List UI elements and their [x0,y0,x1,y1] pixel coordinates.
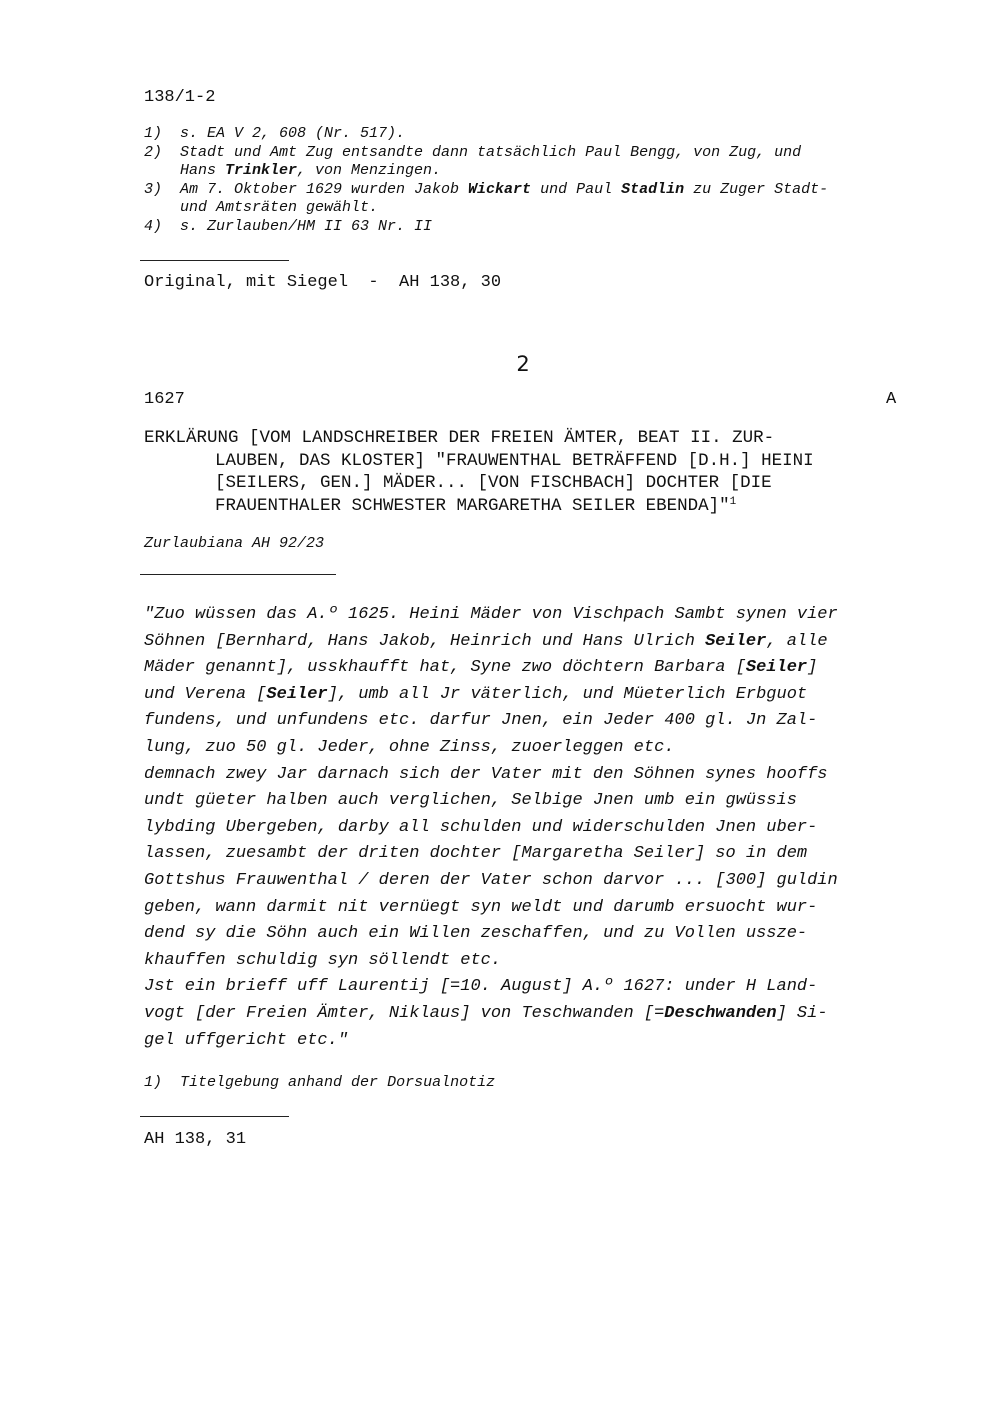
title-text: ERKLÄRUNG [VOM LANDSCHREIBER DER FREIEN ÄMTER, BEAT II. ZUR- [144,428,775,448]
document-letter: A [886,390,897,409]
text-run: lung, zuo 50 gl. Jeder, ohne Zinss, zuoerleggen etc. [144,737,675,757]
text-run: demnach zwey Jar darnach sich der Vater mit den Söhnen synes hooffs [144,764,828,784]
footnote-line [144,162,828,181]
text-run: Hans [180,162,226,179]
body-line [144,629,838,656]
title-line [144,450,814,473]
title-text: [SEILERS, GEN.] MÄDER... [VON FISCHBACH] DOCHTER [DIE [215,473,772,493]
text-run: vogt [der Freien Ämter, Niklaus] von Teschwanden [= [144,1003,665,1023]
text-run: "Zuo wüssen das A.º 1625. Heini Mäder von Vischpach Sambt synen vier [144,605,838,624]
body-line [144,655,838,682]
highlighted-name: Seiler [745,658,808,678]
text-run: Gottshus Frauwenthal / deren der Vater schon darvor ... [300] guldin [144,870,838,890]
body-line [144,948,838,975]
footnote-line [144,125,828,144]
body-line [144,1028,838,1055]
title-footnote-mark: 1 [729,495,737,508]
title-footnote [144,1074,495,1091]
body-line [144,895,838,922]
title-text: FRAUENTHALER SCHWESTER MARGARETHA SEILER EBENDA]" [215,495,730,516]
body-line [144,682,838,709]
previous-footnotes [144,125,828,236]
previous-source-note: Original, mit Siegel - AH 138, 30 [144,273,502,292]
body-line [144,788,838,815]
body-line [144,921,838,948]
footnote-text: Titelgebung anhand der Dorsualnotiz [180,1074,496,1091]
title-text: LAUBEN, DAS KLOSTER] "FRAUWENTHAL BETRÄFFEND [D.H.] HEINI [215,450,814,471]
document-number: 2 [516,352,530,376]
footnote-line [144,199,828,218]
footnote-line [144,144,828,163]
footnote-number: 1) [144,1074,163,1091]
text-run: s. EA V 2, 608 (Nr. 517). [180,125,406,142]
footnote-number: 3) [144,180,163,198]
highlighted-name: Seiler [705,631,767,651]
body-line [144,868,838,895]
text-run: s. Zurlauben/HM II 63 Nr. II [180,217,433,235]
body-line [144,708,838,735]
text-run: ] Si- [776,1003,828,1023]
footnote-number: 4) [144,217,163,235]
footnote-number: 1) [144,125,163,142]
text-run: Stadt und Amt Zug entsandte dann tatsächlich Paul Bengg, von Zug, und [180,143,802,161]
text-run: und Verena [ [144,684,267,704]
text-run: dend sy die Söhn auch ein Willen zeschaffen, und zu Vollen ussze- [144,924,808,944]
text-run: Mäder genannt], usskhaufft hat, Syne zwo döchtern Barbara [ [144,658,746,678]
highlighted-name: Stadlin [621,180,685,198]
title-line [144,495,814,518]
body-line [144,1001,838,1028]
body-line [144,974,838,1001]
footnote-line [144,181,828,200]
highlighted-name: Trinkler [225,162,298,179]
text-run: ], umb all Jr väterlich, und Müeterlich Erbguot [327,684,808,704]
text-run: lybding Ubergeben, darby all schulden und widerschulden Jnen uber- [144,817,818,837]
text-run: , von Menzingen. [297,162,442,179]
text-run: lassen, zuesambt der driten dochter [Margaretha Seiler] so in dem [144,844,808,864]
text-run: zu Zuger Stadt- [684,180,829,198]
title-line [144,427,814,450]
body-line [144,762,838,789]
text-run: geben, wann darmit nit vernüegt syn weldt und darumb ersuocht wur- [144,897,818,917]
body-line [144,735,838,762]
text-run: gel uffgericht etc." [144,1030,349,1050]
text-run: und Amtsräten gewählt. [180,199,379,216]
source-divider [140,1116,289,1117]
body-line [144,815,838,842]
text-run: ] [807,658,818,678]
body-line [144,602,838,629]
highlighted-name: Wickart [468,180,532,198]
document-year: 1627 [144,390,185,409]
footnote-number: 2) [144,143,163,161]
body-line [144,841,838,868]
page-reference: 138/1-2 [144,88,216,107]
archive-reference: Zurlaubiana AH 92/23 [144,535,325,552]
text-run: , alle [766,631,828,651]
footnote-divider [140,260,289,261]
header-divider [140,574,336,575]
text-run: Am 7. Oktober 1629 wurden Jakob [180,180,469,198]
footnote-line [144,218,828,237]
text-run: undt güeter halben auch verglichen, Selbige Jnen umb ein gwüssis [144,791,797,811]
highlighted-name: Deschwanden [664,1003,777,1023]
highlighted-name: Seiler [266,684,328,704]
text-run: Söhnen [Bernhard, Hans Jakob, Heinrich und Hans Ulrich [144,631,706,651]
transcription-body [144,602,838,1054]
document-title [144,427,814,517]
text-run: Jst ein brieff uff Laurentij [=10. August] A.º 1627: under H Land- [144,977,818,997]
text-run: und Paul [531,180,622,198]
title-line [144,472,814,495]
text-run: khauffen schuldig syn söllendt etc. [144,950,502,970]
text-run: fundens, und unfundens etc. darfur Jnen, ein Jeder 400 gl. Jn Zal- [144,711,818,731]
source-note: AH 138, 31 [144,1130,247,1149]
